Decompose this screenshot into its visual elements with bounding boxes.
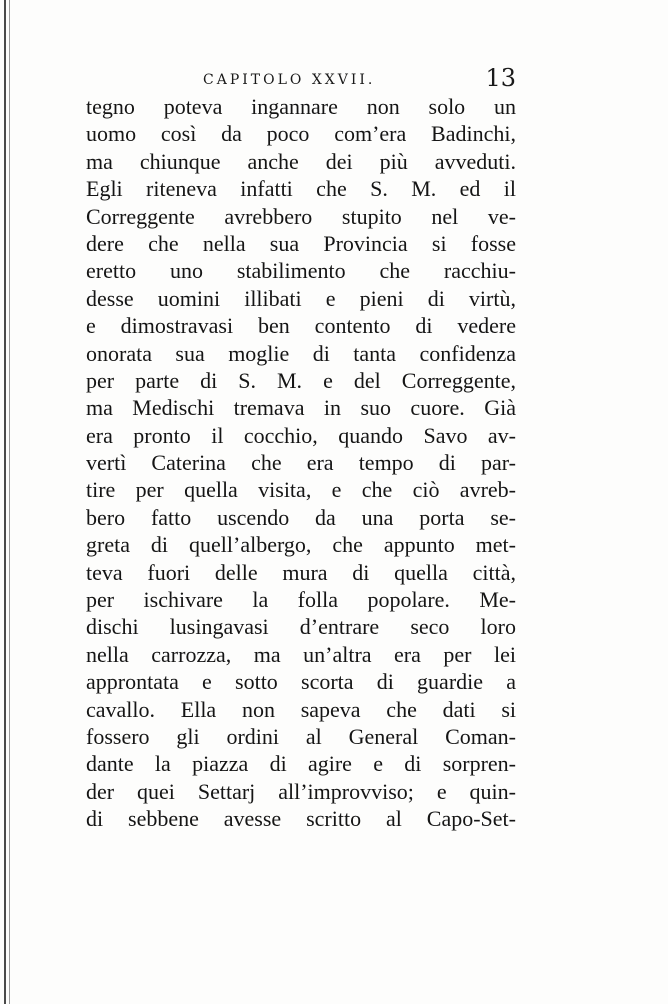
text-line: era pronto il cocchio, quando Savo av- <box>86 422 516 448</box>
text-line: Egli riteneva infatti che S. M. ed il <box>86 176 516 202</box>
text-line: nella carrozza, ma un’altra era per lei <box>86 641 516 667</box>
text-line: eretto uno stabilimento che racchiu- <box>86 258 516 284</box>
text-line: ma Medischi tremava in suo cuore. Già <box>86 395 516 421</box>
text-line: e dimostravasi ben contento di vedere <box>86 313 516 339</box>
running-head: CAPITOLO XXVII. <box>203 72 376 88</box>
text-line: vertì Caterina che era tempo di par- <box>86 450 516 476</box>
text-line: tire per quella visita, e che ciò avreb- <box>86 477 516 503</box>
body-text <box>86 93 516 833</box>
binding-edge <box>4 0 6 1004</box>
text-line: dere che nella sua Provincia si fosse <box>86 230 516 256</box>
text-line: tegno poteva ingannare non solo un <box>86 94 516 119</box>
text-line: der quei Settarj all’improvviso; e quin- <box>86 778 516 804</box>
text-line: ma chiunque anche dei più avveduti. <box>86 148 516 174</box>
text-line: Correggente avrebbero stupito nel ve- <box>86 203 516 229</box>
text-line: di sebbene avesse scritto al Capo-Set- <box>86 806 516 832</box>
text-line: bero fatto uscendo da una porta se- <box>86 504 516 530</box>
text-line: onorata sua moglie di tanta confidenza <box>86 340 516 366</box>
text-line: greta di quell’albergo, che appunto met- <box>86 532 516 558</box>
text-line: dante la piazza di agire e di sorpren- <box>86 751 516 777</box>
text-line: dischi lusingavasi d’entrare seco loro <box>86 614 516 640</box>
text-line: uomo così da poco com’era Badinchi, <box>86 121 516 147</box>
text-line: approntata e sotto scorta di guardie a <box>86 669 516 695</box>
binding-edge-shadow <box>9 0 10 1004</box>
text-line: desse uomini illibati e pieni di virtù, <box>86 285 516 311</box>
text-line: teva fuori delle mura di quella città, <box>86 559 516 585</box>
text-line: per ischivare la folla popolare. Me- <box>86 587 516 613</box>
text-line: per parte di S. M. e del Correggente, <box>86 367 516 393</box>
text-line: cavallo. Ella non sapeva che dati si <box>86 696 516 722</box>
text-line: fossero gli ordini al General Coman- <box>86 723 516 749</box>
page-number: 13 <box>485 64 516 92</box>
